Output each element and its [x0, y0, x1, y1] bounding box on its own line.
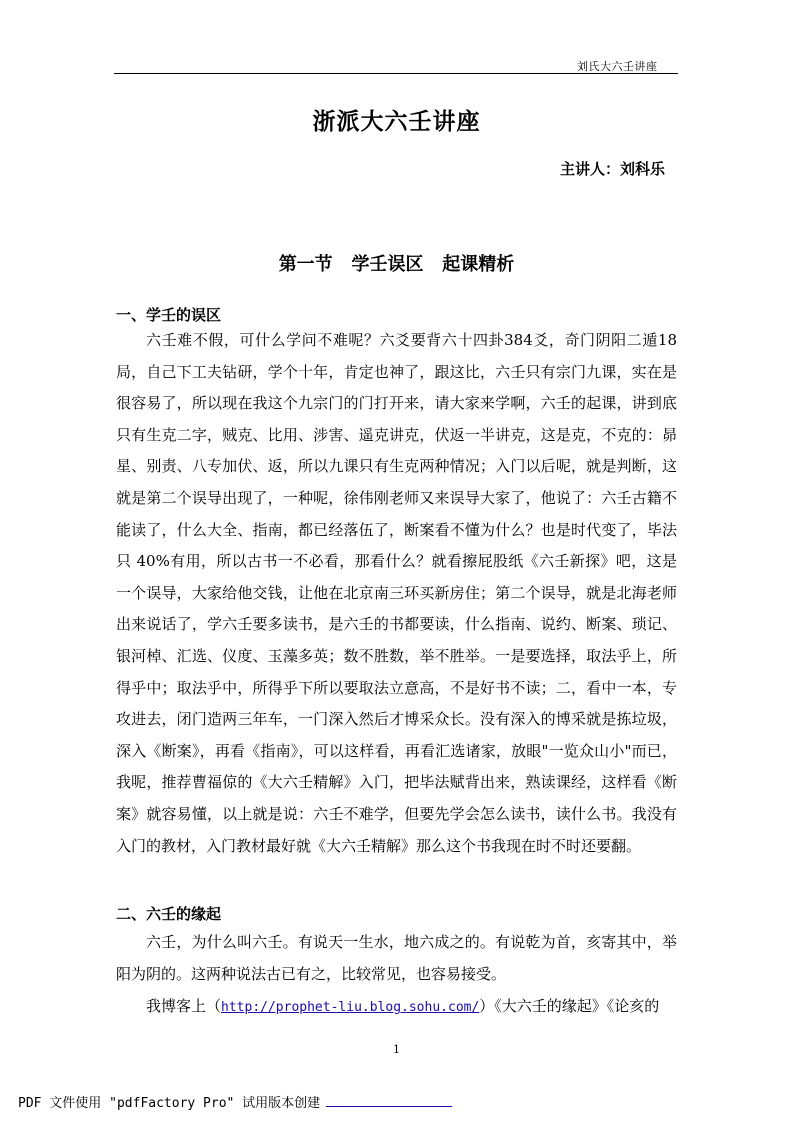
page-number: 1 [393, 1043, 400, 1056]
header-rule [114, 73, 678, 74]
blog-link[interactable]: http://prophet-liu.blog.sohu.com/ [221, 1000, 480, 1015]
section-title: 第一节 学壬误区 起课精析 [278, 254, 515, 275]
presenter-line: 主讲人：刘科乐 [560, 160, 666, 178]
paragraph-3-prefix: 我博客上（ [146, 997, 222, 1015]
section-heading-1: 一、学壬的误区 [116, 306, 222, 324]
footer-text: PDF 文件使用 "pdfFactory Pro" 试用版本创建 [18, 1096, 321, 1111]
paragraph-3 [116, 991, 677, 1024]
footer-link[interactable] [326, 1092, 452, 1107]
paragraph-1: 六壬难不假，可什么学问不难呢？六爻要背六十四卦384爻，奇门阴阳二遁18局，自己下工夫钻研，学个十年，肯定也神了，跟这比，六壬只有宗门九课，实在是很容易了，所以现在我这个九宗门的门打开来，请大家来学啊，六壬的起课，讲到底只有生克二字，贼克、比用、涉害、遥克讲克，伏返一半讲克，这是克，不克的：昴星、别责、八专加伏、返，所以九课只有生克两种情况；入门以后呢，就是判断，这就是第二个误导出现了，一种呢，徐伟刚老师又来误导大家了，他说了：六壬古籍不能读了，什么大全、指南，都已经落伍了，断案看不懂为什么？也是时代变了，毕法只 40%有用，所以古书一不必看，那看什么？就看擦屁股纸《六壬新探》吧，这是一个误导，大家给他交钱，让他在北京南三环买新房住；第二个误导，就是北海老师出来说话了，学六壬要多读书，是六壬的书都要读，什么指南、说约、断案、琐记、银河棹、汇选、仪度、玉藻多英；数不胜数，举不胜举。一是要选择，取法乎上，所得乎中；取法乎中，所得乎下所以要取法立意高，不是好书不读；二，看中一本，专攻进去，闭门造两三年车，一门深入然后才博采众长。没有深入的博采就是拣垃圾，深入《断案》，再看《指南》，可以这样看，再看汇选诸家，放眼"一览众山小"而已，我呢，推荐曹福倞的《大六壬精解》入门，把毕法赋背出来，熟读课经，这样看《断案》就容易懂，以上就是说：六壬不难学，但要先学会怎么读书，读什么书。我没有入门的教材，入门教材最好就《大六壬精解》那么这个书我现在时不时还要翻。 [116, 331, 677, 855]
section-heading-2: 二、六壬的缘起 [116, 905, 222, 923]
pdf-footer [18, 1092, 452, 1111]
document-title: 浙派大六壬讲座 [312, 108, 481, 135]
paragraph-2: 六壬，为什么叫六壬。有说天一生水，地六成之的。有说乾为首，亥寄其中，举阳为阴的。这两种说法古已有之，比较常见，也容易接受。 [116, 933, 677, 983]
running-header: 刘氏大六壬讲座 [577, 60, 658, 73]
paragraph-3-suffix: ）《大六壬的缘起》《论亥的 [479, 997, 660, 1015]
